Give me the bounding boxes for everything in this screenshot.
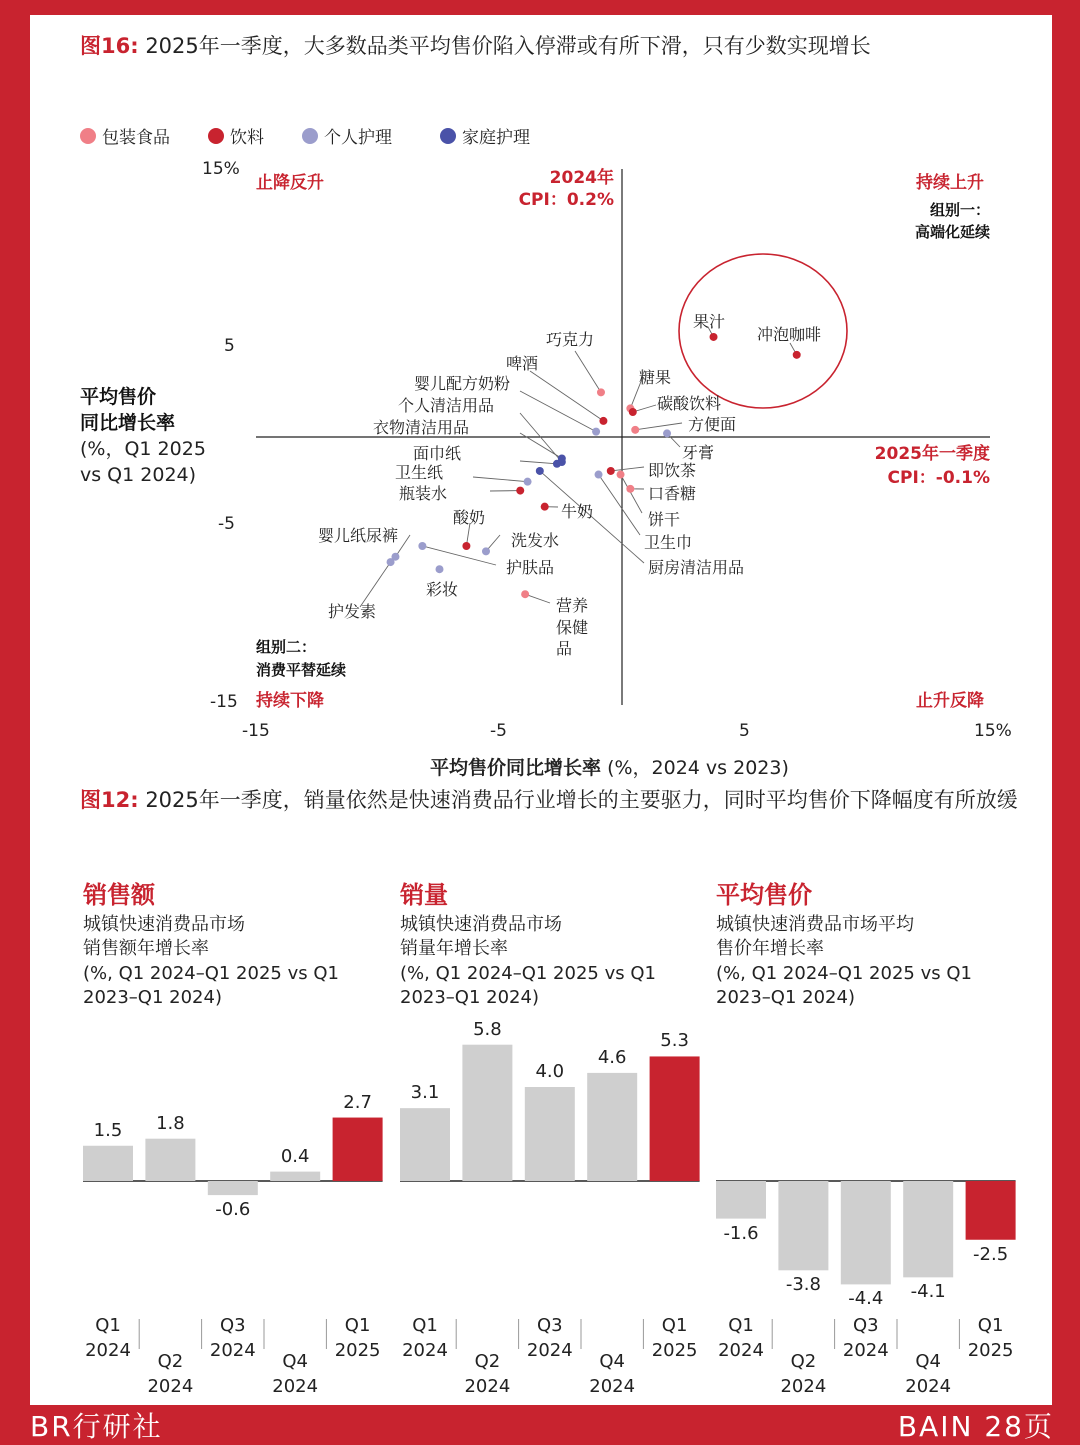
leader-line (599, 475, 640, 535)
bar-category-label (78, 1313, 138, 1363)
scatter-point (516, 487, 524, 495)
scatter-point (436, 565, 444, 573)
quadrant-bottom-right: 止升反降 (916, 686, 984, 711)
scatter-point-label: 饼干 (648, 507, 680, 530)
scatter-point-label: 啤酒 (506, 351, 538, 374)
category-year: 2025 (645, 1338, 705, 1363)
scatter-point (793, 351, 801, 359)
cpi-2025-value: CPI：-0.1% (860, 467, 990, 491)
scatter-point-label: 彩妆 (426, 577, 458, 600)
scatter-point-label: 瓶装水 (399, 481, 447, 504)
subtitle-line: 2023–Q1 2024) (83, 986, 383, 1010)
leader-line (621, 475, 642, 513)
y-axis-title-line: 同比增长率 (80, 411, 175, 437)
subtitle-line: 2023–Q1 2024) (716, 986, 1016, 1010)
cpi-2024-value: CPI：0.2% (516, 189, 614, 211)
fig12-number: 图12: (80, 788, 139, 812)
category-year: 2024 (265, 1374, 325, 1399)
scatter-point-label: 面巾纸 (413, 441, 461, 464)
category-year: 2025 (961, 1338, 1021, 1363)
bar-value-label: -1.6 (711, 1223, 771, 1244)
category-quarter: Q4 (265, 1349, 325, 1374)
scatter-point-label: 衣物清洁用品 (373, 415, 469, 438)
quadrant-bottom-left: 持续下降 (256, 686, 324, 711)
category-quarter: Q2 (773, 1349, 833, 1374)
scatter-point-label: 碳酸饮料 (657, 391, 721, 414)
bar-value-label: 2.7 (328, 1092, 388, 1113)
category-year: 2024 (773, 1374, 833, 1399)
bar (400, 1108, 450, 1181)
fig12-title (80, 785, 1030, 815)
bar (83, 1146, 133, 1181)
quadrant-top-left: 止降反升 (256, 168, 324, 193)
panel-subtitle-volume (400, 913, 700, 1011)
scatter-point-label: 方便面 (688, 412, 736, 435)
leader-line (611, 467, 644, 471)
scatter-point-label: 护肤品 (506, 555, 554, 578)
category-year: 2025 (328, 1338, 388, 1363)
scatter-point (599, 417, 607, 425)
category-quarter: Q1 (395, 1313, 455, 1338)
footer-page: BAIN 28页 (898, 1405, 1054, 1445)
category-quarter: Q2 (140, 1349, 200, 1374)
scatter-point (418, 542, 426, 550)
bar (145, 1139, 195, 1181)
quadrant-top-right: 持续上升 (916, 168, 984, 193)
leader-line (473, 477, 528, 482)
bar-value-label: -0.6 (203, 1199, 263, 1220)
scatter-point-label: 糖果 (639, 365, 671, 388)
scatter-point (631, 426, 639, 434)
category-quarter: Q2 (457, 1349, 517, 1374)
bar-category-label (773, 1349, 833, 1399)
scatter-point-label: 巧克力 (546, 327, 594, 350)
bar-category-label (457, 1349, 517, 1399)
y-tick: 5 (224, 336, 235, 356)
category-year: 2024 (78, 1338, 138, 1363)
bar (525, 1087, 575, 1181)
subtitle-line: 城镇快速消费品市场 (400, 913, 700, 937)
report-page (30, 15, 1052, 1405)
bar (903, 1181, 953, 1277)
category-year: 2024 (457, 1374, 517, 1399)
panel-title-volume: 销量 (400, 875, 448, 910)
bar-value-label: -2.5 (961, 1244, 1021, 1265)
scatter-point-label: 卫生巾 (644, 530, 692, 553)
category-year: 2024 (203, 1338, 263, 1363)
category-quarter: Q3 (520, 1313, 580, 1338)
bar (716, 1181, 766, 1219)
bar (778, 1181, 828, 1270)
bar (650, 1056, 700, 1181)
leader-line (520, 461, 557, 464)
bar-value-label: 1.8 (140, 1113, 200, 1134)
category-year: 2024 (582, 1374, 642, 1399)
legend-label: 包装食品 (102, 123, 170, 148)
scatter-point (626, 485, 634, 493)
bar-category-label (898, 1349, 958, 1399)
bar-category-label (582, 1349, 642, 1399)
scatter-point-label: 婴儿配方奶粉 (414, 371, 510, 394)
bar-value-label: 0.4 (265, 1146, 325, 1167)
panel-subtitle-asp (716, 913, 1016, 1011)
x-tick: 15% (974, 721, 1012, 741)
subtitle-line: (%, Q1 2024–Q1 2025 vs Q1 (83, 962, 383, 986)
bar-value-label: 5.3 (645, 1030, 705, 1051)
scatter-point (617, 471, 625, 479)
scatter-point-label: 果汁 (693, 309, 725, 332)
category-year: 2024 (836, 1338, 896, 1363)
bar-category-label (836, 1313, 896, 1363)
bar-value-label: -3.8 (773, 1274, 833, 1295)
panel-subtitle-sales (83, 913, 383, 1011)
bar (208, 1181, 258, 1195)
scatter-point-label: 即饮茶 (648, 458, 696, 481)
scatter-point-label: 卫生纸 (395, 460, 443, 483)
scatter-point-label: 酸奶 (453, 505, 485, 528)
subtitle-line: 销售额年增长率 (83, 937, 383, 961)
subtitle-line: (%, Q1 2024–Q1 2025 vs Q1 (716, 962, 1016, 986)
scatter-point-label: 个人清洁用品 (398, 393, 494, 416)
bar (841, 1181, 891, 1284)
fig16-number: 图16: (80, 34, 139, 58)
category-quarter: Q3 (203, 1313, 263, 1338)
scatter-point (629, 408, 637, 416)
scatter-point-label: 牛奶 (561, 499, 593, 522)
bar-value-label: 5.8 (457, 1019, 517, 1040)
scatter-point (541, 503, 549, 511)
scatter-point (710, 333, 718, 341)
bar-value-label: -4.4 (836, 1288, 896, 1309)
legend-label: 饮料 (230, 123, 264, 148)
subtitle-line: (%, Q1 2024–Q1 2025 vs Q1 (400, 962, 700, 986)
scatter-point (597, 388, 605, 396)
group1-title: 组别一： (888, 200, 990, 222)
bar-category-label (645, 1313, 705, 1363)
scatter-point-label: 营养保健品 (556, 595, 596, 660)
bar (333, 1118, 383, 1181)
bar (270, 1172, 320, 1181)
scatter-point (553, 460, 561, 468)
x-tick: 5 (739, 721, 750, 741)
bar-value-label: 4.0 (520, 1061, 580, 1082)
scatter-point-label: 洗发水 (511, 528, 559, 551)
scatter-point (536, 467, 544, 475)
scatter-point-label: 婴儿纸尿裤 (318, 523, 398, 546)
cpi-2025-period: 2025年一季度 (860, 443, 990, 467)
footer-brand: BR行研社 (30, 1405, 163, 1445)
bar-category-label (328, 1313, 388, 1363)
scatter-point-label: 口香糖 (648, 481, 696, 504)
scatter-plot (30, 15, 1052, 775)
fig16-title-text: 2025年一季度，大多数品类平均售价陷入停滞或有所下滑，只有少数实现增长 (145, 34, 870, 58)
y-tick: 15% (202, 159, 240, 179)
category-quarter: Q3 (836, 1313, 896, 1338)
bar (966, 1181, 1016, 1240)
scatter-point (387, 558, 395, 566)
x-tick: -15 (242, 721, 270, 741)
group1-desc: 高端化延续 (888, 222, 990, 244)
scatter-point (592, 428, 600, 436)
legend-label: 家庭护理 (462, 123, 530, 148)
category-year: 2024 (711, 1338, 771, 1363)
category-year: 2024 (520, 1338, 580, 1363)
fig12-title-text: 2025年一季度，销量依然是快速消费品行业增长的主要驱力，同时平均售价下降幅度有所放缓 (145, 788, 1017, 812)
scatter-point (521, 590, 529, 598)
bar-value-label: 3.1 (395, 1082, 455, 1103)
scatter-point (482, 547, 490, 555)
x-axis-title-text: 平均售价同比增长率 (430, 757, 601, 779)
scatter-point (462, 542, 470, 550)
scatter-point (607, 467, 615, 475)
subtitle-line: 城镇快速消费品市场 (83, 913, 383, 937)
y-tick: -5 (218, 514, 235, 534)
category-quarter: Q1 (328, 1313, 388, 1338)
y-axis-sub-line: vs Q1 2024) (80, 463, 206, 489)
bar-category-label (395, 1313, 455, 1363)
category-quarter: Q1 (961, 1313, 1021, 1338)
category-quarter: Q1 (78, 1313, 138, 1338)
panel-title-asp: 平均售价 (716, 875, 812, 910)
bar-category-label (203, 1313, 263, 1363)
bar-value-label: 1.5 (78, 1120, 138, 1141)
scatter-point-label: 牙膏 (682, 440, 714, 463)
category-quarter: Q4 (582, 1349, 642, 1374)
scatter-point (663, 429, 671, 437)
bar-category-label (140, 1349, 200, 1399)
leader-line (575, 351, 601, 392)
scatter-point (595, 471, 603, 479)
scatter-point (524, 478, 532, 486)
bar-value-label: -4.1 (898, 1281, 958, 1302)
scatter-point-label: 冲泡咖啡 (757, 322, 821, 345)
bar-category-label (961, 1313, 1021, 1363)
subtitle-line: 销量年增长率 (400, 937, 700, 961)
subtitle-line: 售价年增长率 (716, 937, 1016, 961)
x-axis-unit: (%，2024 vs 2023) (607, 757, 789, 779)
x-tick: -5 (490, 721, 507, 741)
bar-category-label (711, 1313, 771, 1363)
group2-desc: 消费平替延续 (256, 659, 346, 682)
scatter-point-label: 护发素 (328, 599, 376, 622)
scatter-point-label: 厨房清洁用品 (648, 555, 744, 578)
cpi-2024-year: 2024年 (516, 167, 614, 189)
category-quarter: Q4 (898, 1349, 958, 1374)
leader-line (635, 423, 682, 430)
subtitle-line: 城镇快速消费品市场平均 (716, 913, 1016, 937)
category-year: 2024 (395, 1338, 455, 1363)
category-quarter: Q1 (711, 1313, 771, 1338)
group2-title: 组别二： (256, 636, 346, 659)
legend-label: 个人护理 (324, 123, 392, 148)
bar (587, 1073, 637, 1181)
category-year: 2024 (140, 1374, 200, 1399)
category-year: 2024 (898, 1374, 958, 1399)
bar-category-label (520, 1313, 580, 1363)
y-tick: -15 (210, 692, 238, 712)
y-axis-sub-line: (%，Q1 2025 (80, 437, 206, 463)
leader-line (520, 391, 596, 432)
category-quarter: Q1 (645, 1313, 705, 1338)
bar-value-label: 4.6 (582, 1047, 642, 1068)
panel-title-sales: 销售额 (83, 875, 155, 910)
bar (462, 1045, 512, 1181)
bar-category-label (265, 1349, 325, 1399)
y-axis-title-line: 平均售价 (80, 385, 175, 411)
subtitle-line: 2023–Q1 2024) (400, 986, 700, 1010)
